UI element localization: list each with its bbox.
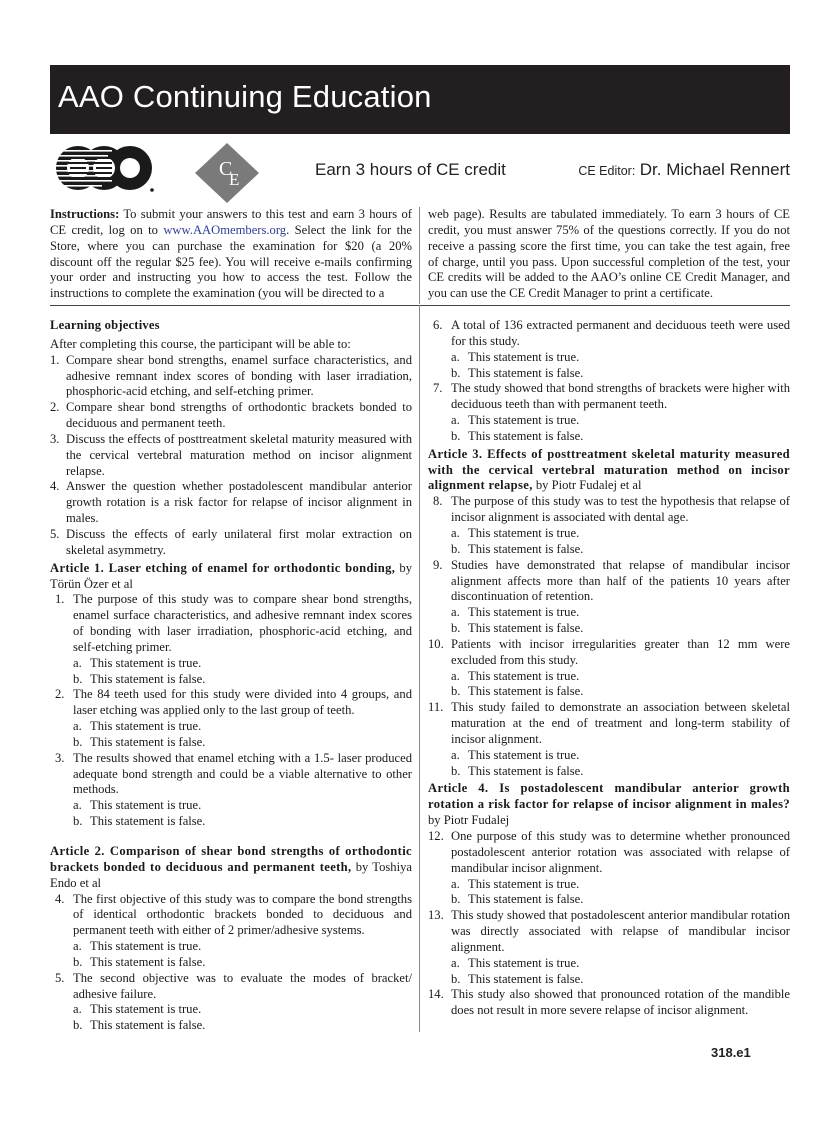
option-true[interactable]: a. This statement is true. [451,525,580,540]
option-false[interactable]: b. This statement is false. [451,621,584,636]
option-true[interactable]: a. This statement is true. [73,655,202,670]
question-12: 12. One purpose of this study was to determine whether pronounced postadolescent anterior rotation was associated with relapse of mandibular incisor alignment. [428,829,790,875]
option-false[interactable]: b. This statement is false. [451,428,584,443]
question-1: 1. The purpose of this study was to compare shear bond strengths, enamel surface characteristics, and adhesive remnant index scores of bonding with laser irradiation, phosphoric-acid etching, and self-etching primer. [55,592,412,654]
option-false[interactable]: b. This statement is false. [451,684,584,699]
option-true[interactable]: a. This statement is true. [73,939,202,954]
question-4: 4. The first objective of this study was to compare the bond strengths of identical orthodontic brackets bonded to deciduous and permanent teeth with either of 2 primer/adhesive systems. [55,891,412,938]
option-true[interactable]: a. This statement is true. [451,876,580,891]
question-5: 5. The second objective was to evaluate the modes of bracket/ adhesive failure. [55,970,412,1001]
question-8: 8. The purpose of this study was to test the hypothesis that relapse of incisor alignment is associated with dental age. [433,494,790,525]
option-true[interactable]: a. This statement is true. [451,349,580,364]
option-false[interactable]: b. This statement is false. [73,671,206,686]
option-true[interactable]: a. This statement is true. [73,719,202,734]
question-7: 7. The study showed that bond strengths of brackets were higher with deciduous teeth than with permanent teeth. [433,381,790,412]
option-true[interactable]: a. This statement is true. [451,413,580,428]
aao-members-link[interactable]: www.AAOmembers.org [163,222,287,237]
question-6: 6. A total of 136 extracted permanent and deciduous teeth were used for this study. [433,318,790,348]
option-true[interactable]: a. This statement is true. [451,955,580,970]
column-divider [419,207,420,304]
option-true[interactable]: a. This statement is true. [451,605,580,620]
option-false[interactable]: b. This statement is false. [451,365,584,380]
learning-objectives-heading: Learning objectives [50,318,160,332]
question-13: 13. This study showed that postadolescent anterior mandibular rotation was directly associated with relapse of mandibular incisor alignment. [428,908,790,954]
option-true[interactable]: a. This statement is true. [451,747,580,762]
option-false[interactable]: b. This statement is false. [451,971,584,986]
instructions-text: . Select the link for the Store, where you can purchase the examination for $20 (a 20% discount off the regular $25 fee). You will receive e-mails confirming your order and instructing you how to access the test. Follow the instructions to complete the examination (you will be directed to a [50,222,412,301]
option-false[interactable]: b. This statement is false. [451,892,584,907]
left-column [50,318,412,1034]
objective-item: 3. Discuss the effects of posttreatment skeletal maturity measured with the cervical vertebral maturation method on incisor alignment relapse. [50,431,412,478]
editor-label: CE Editor: [578,164,636,178]
option-false[interactable]: b. This statement is false. [73,954,206,969]
option-false[interactable]: b. This statement is false. [73,1018,206,1033]
instructions-right [428,207,790,302]
svg-text:E: E [229,170,240,189]
learning-objectives-intro: After completing this course, the participant will be able to: [50,336,351,351]
ce-credit-line: Earn 3 hours of CE credit [315,160,506,179]
ce-editor [578,160,790,180]
option-true[interactable]: a. This statement is true. [73,798,202,813]
question-11: 11. This study failed to demonstrate an association between skeletal maturation at the end of treatment and long-term stability of incisor alignment. [428,700,790,746]
section-divider [50,305,790,306]
option-true[interactable]: a. This statement is true. [451,668,580,683]
question-14: 14. This study also showed that pronounced rotation of the mandible does not result in more severe relapse of incisor alignment. [428,987,790,1018]
objective-item: 5. Discuss the effects of early unilateral first molar extraction on skeletal asymmetry. [50,526,412,557]
objective-item: 2. Compare shear bond strengths of orthodontic brackets bonded to deciduous and permanent teeth. [50,400,412,431]
ce-diamond-logo-icon [193,141,261,205]
svg-text:C: C [219,158,233,180]
aao-logo-icon [52,142,156,194]
learning-objectives-list [50,353,412,559]
column-divider [419,305,420,1032]
spacer [50,830,412,844]
option-false[interactable]: b. This statement is false. [451,541,584,556]
article-2-heading: Article 2. Comparison of shear bond strengths of orthodontic brackets bonded to deciduous and permanent teeth, by Toshiya Endo et al [50,844,412,890]
instructions-text: To submit your answers to this test and earn 3 hours of CE credit, log on to [50,207,412,237]
question-2: 2. The 84 teeth used for this study were divided into 4 groups, and laser etching was applied only to the last group of teeth. [55,687,412,718]
objective-item: 1. Compare shear bond strengths, enamel surface characteristics, and adhesive remnant index scores of bonding with laser irradiation, phosphoric-acid etching, and self-etching primer. [50,352,412,399]
page-number: 318.e1 [711,1045,751,1060]
article-3-heading: Article 3. Effects of posttreatment skeletal maturity measured with the cervical vertebral maturation method on incisor alignment relapse, by Piotr Fudalej et al [428,446,790,493]
header-banner [50,65,790,134]
question-3: 3. The results showed that enamel etching with a 1.5- laser produced adequate bond strength and could be a viable alternative to other methods. [55,750,412,797]
objective-item: 4. Answer the question whether postadolescent mandibular anterior growth rotation is a risk factor for relapse of incisor alignment in males. [50,479,412,526]
article-4-heading: Article 4. Is postadolescent mandibular anterior growth rotation a risk factor for relapse of incisor alignment in males? by Piotr Fudalej [428,781,790,828]
question-10: 10. Patients with incisor irregularities greater than 12 mm were excluded from this study. [428,636,790,667]
option-true[interactable]: a. This statement is true. [73,1002,202,1017]
editor-name: Dr. Michael Rennert [639,160,790,179]
article-1-heading: Article 1. Laser etching of enamel for orthodontic bonding, by Törün Özer et al [50,560,412,591]
instructions-left [50,207,412,302]
instructions-text: web page). Results are tabulated immediately. To earn 3 hours of CE credit, you must answer 75% of the questions correctly. If you do not receive a passing score the first time, you can take the test again, free of charge, until you pass. Upon successful completion of the test, your CE credits will be added to the AAO’s online CE Credit Manager, and you can use the CE Credit Manager to print a certificate. [428,207,790,301]
page-title: AAO Continuing Education [58,79,432,114]
right-column [428,318,790,1019]
option-false[interactable]: b. This statement is false. [73,734,206,749]
question-9: 9. Studies have demonstrated that relapse of mandibular incisor alignment affects more than half of the patients 10 years after discontinuation of retention. [433,557,790,604]
instructions-label: Instructions: [50,207,120,221]
option-false[interactable]: b. This statement is false. [73,814,206,829]
option-false[interactable]: b. This statement is false. [451,763,584,778]
